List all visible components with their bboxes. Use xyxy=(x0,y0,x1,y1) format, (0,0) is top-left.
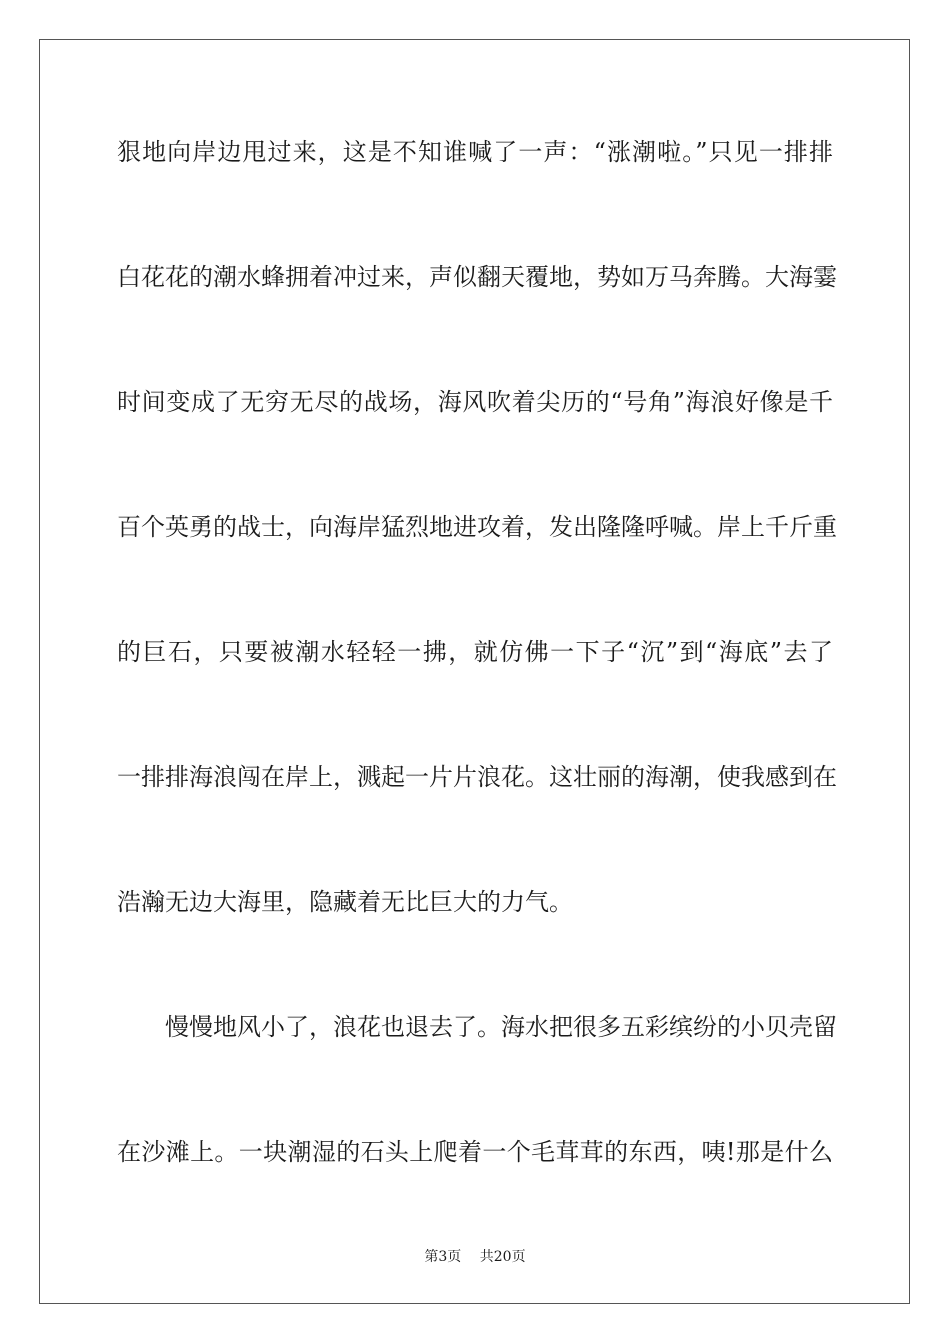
text-line: 慢慢地风小了，浪花也退去了。海水把很多五彩缤纷的小贝壳留 xyxy=(165,1013,837,1041)
text-line: 的巨石，只要被潮水轻轻一拂，就仿佛一下子“沉”到“海底”去了 xyxy=(117,638,833,666)
text-line: 狠地向岸边甩过来，这是不知谁喊了一声：“涨潮啦。”只见一排排 xyxy=(117,138,833,166)
text-line: 白花花的潮水蜂拥着冲过来，声似翻天覆地，势如万马奔腾。大海霎 xyxy=(117,263,837,291)
page-border xyxy=(39,39,910,1304)
text-line: 一排排海浪闯在岸上，溅起一片片浪花。这壮丽的海潮，使我感到在 xyxy=(117,763,837,791)
text-line: 浩瀚无边大海里，隐藏着无比巨大的力气。 xyxy=(117,888,573,916)
text-line: 百个英勇的战士，向海岸猛烈地进攻着，发出隆隆呼喊。岸上千斤重 xyxy=(117,513,837,541)
page-number: 第3页 xyxy=(424,1249,462,1265)
text-line: 在沙滩上。一块潮湿的石头上爬着一个毛茸茸的东西，咦!那是什么 xyxy=(117,1138,833,1166)
page-total: 共20页 xyxy=(479,1249,526,1265)
page-footer xyxy=(0,1248,950,1266)
text-line: 时间变成了无穷无尽的战场，海风吹着尖历的“号角”海浪好像是千 xyxy=(117,388,833,416)
